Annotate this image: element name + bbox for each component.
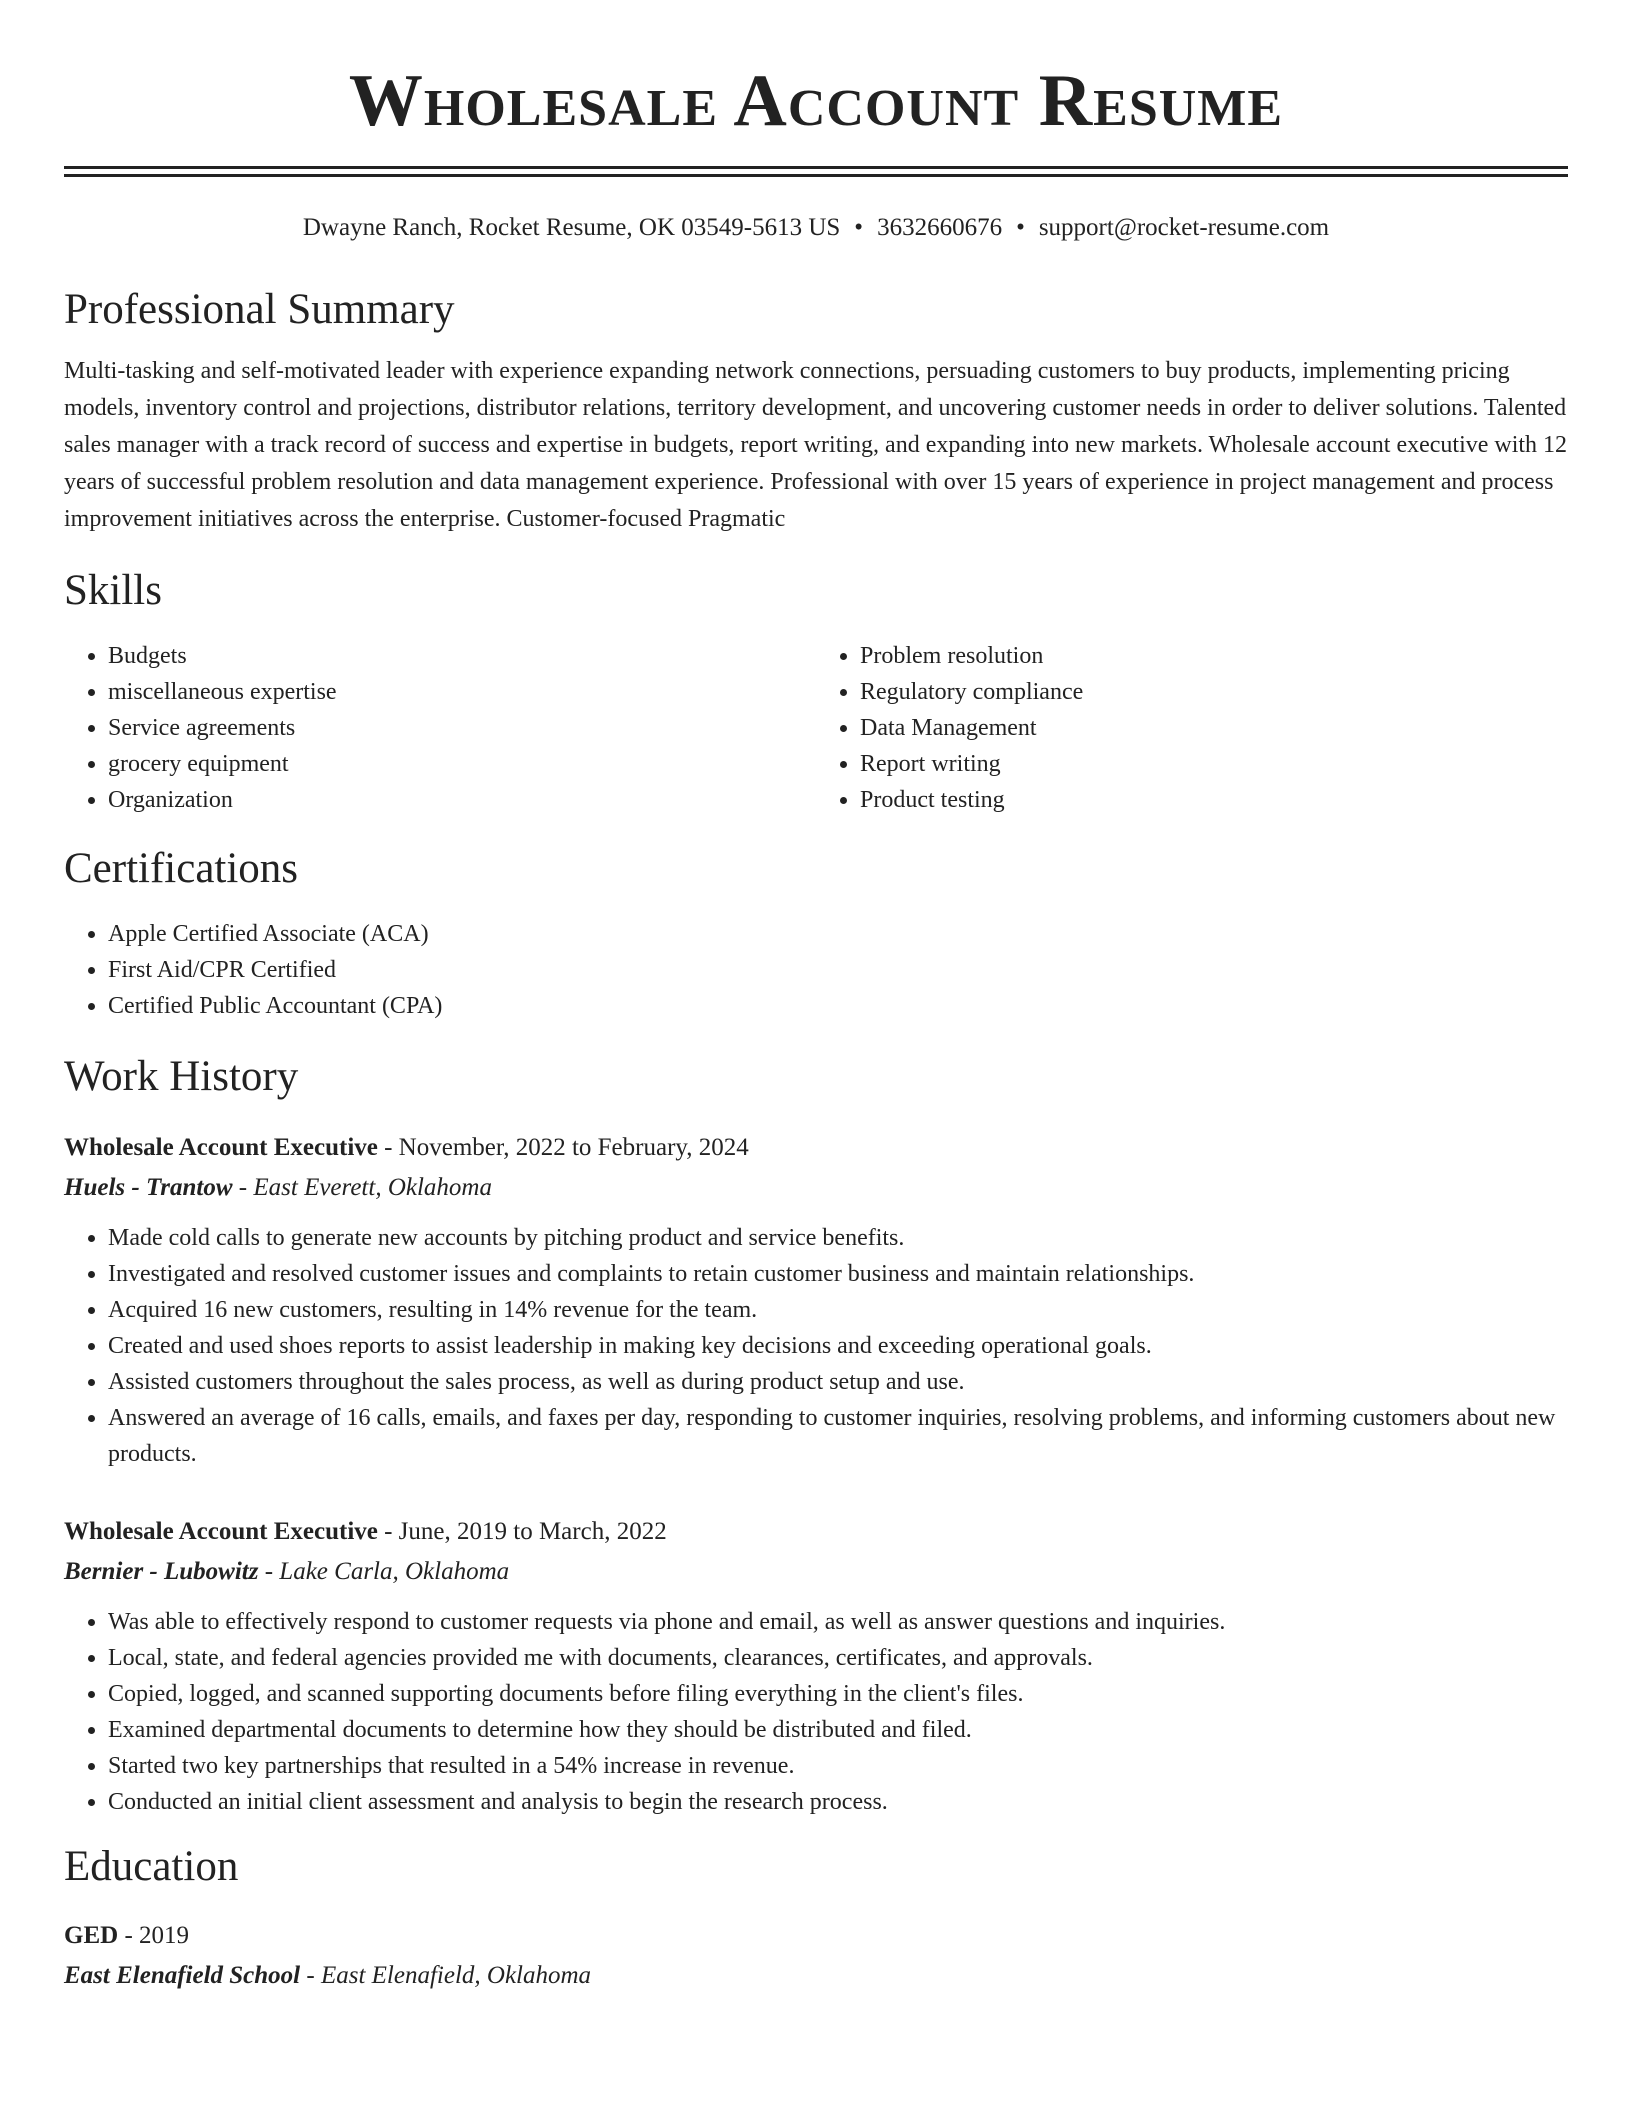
education-school: East Elenafield School xyxy=(64,1962,301,1989)
education-degree-line xyxy=(64,1916,1568,1956)
job-title-line xyxy=(64,1512,1568,1552)
skills-heading: Skills xyxy=(64,567,162,614)
skill-item: • Organization xyxy=(108,782,816,818)
job-bullet: • Examined departmental documents to determine how they should be distributed and filed. xyxy=(108,1712,1568,1748)
title-divider xyxy=(64,166,1568,177)
skill-item: • miscellaneous expertise xyxy=(108,674,816,710)
job-bullet: • Investigated and resolved customer issues and complaints to retain customer business and maintain relationships. xyxy=(108,1256,1568,1292)
job-bullets xyxy=(64,1604,1568,1820)
job-bullet: • Assisted customers throughout the sales process, as well as during product setup and use. xyxy=(108,1364,1568,1400)
skill-item: • Service agreements xyxy=(108,710,816,746)
job-bullet: • Started two key partnerships that resulted in a 54% increase in revenue. xyxy=(108,1748,1568,1784)
certification-item: • Certified Public Accountant (CPA) xyxy=(108,988,1568,1024)
job-company-line xyxy=(64,1168,1568,1208)
contact-email: support@rocket-resume.com xyxy=(1038,214,1330,241)
skill-item: • Report writing xyxy=(860,746,1568,782)
job-bullet: • Local, state, and federal agencies provided me with documents, clearances, certificates, and approvals. xyxy=(108,1640,1568,1676)
skills-list-right xyxy=(816,638,1568,818)
certification-item: • Apple Certified Associate (ACA) xyxy=(108,916,1568,952)
contact-separator: • xyxy=(854,214,864,241)
work-history-heading: Work History xyxy=(64,1053,299,1100)
skill-item: • Problem resolution xyxy=(860,638,1568,674)
certifications-heading: Certifications xyxy=(64,845,299,892)
certifications-list xyxy=(64,916,1568,1024)
job-bullet: • Made cold calls to generate new accounts by pitching product and service benefits. xyxy=(108,1220,1568,1256)
job-bullet: • Was able to effectively respond to customer requests via phone and email, as well as answer questions and inquiries. xyxy=(108,1604,1568,1640)
contact-separator: • xyxy=(1016,214,1025,241)
certification-item: • First Aid/CPR Certified xyxy=(108,952,1568,988)
contact-line xyxy=(64,213,1568,243)
job-title: Wholesale Account Executive xyxy=(64,1134,378,1161)
job-dates: - June, 2019 to March, 2022 xyxy=(377,1518,667,1545)
education-location: - East Elenafield, Oklahoma xyxy=(300,1962,592,1989)
skills-list-left xyxy=(64,638,816,818)
education-school-line xyxy=(64,1956,1568,1996)
education-entry xyxy=(64,1916,1568,1996)
job-location: - East Everett, Oklahoma xyxy=(232,1174,492,1201)
resume-title: Wholesale Account Resume xyxy=(348,60,1284,142)
job-bullet: • Created and used shoes reports to assist leadership in making key decisions and exceeding operational goals. xyxy=(108,1328,1568,1364)
skill-item: • grocery equipment xyxy=(108,746,816,782)
job-bullets xyxy=(64,1220,1568,1472)
job-title: Wholesale Account Executive xyxy=(64,1518,378,1545)
job-bullet: • Acquired 16 new customers, resulting in 14% revenue for the team. xyxy=(108,1292,1568,1328)
contact-address: Dwayne Ranch, Rocket Resume, OK 03549-5613 US xyxy=(302,214,841,241)
skill-item: • Data Management xyxy=(860,710,1568,746)
skills-grid xyxy=(64,638,1568,818)
summary-text: Multi-tasking and self-motivated leader with experience expanding network connections, persuading customers to buy products, implementing pricing models, inventory control and projections, distributor relations, territory development, and uncovering customer needs in order to deliver solutions. Talented sales manager with a track record of success and expertise in budgets, report writing, and expanding into new markets. Wholesale account executive with 12 years of successful problem resolution and data management experience. Professional with over 15 years of experience in project management and process improvement initiatives across the enterprise. Customer-focused Pragmatic xyxy=(64,358,1568,532)
job-entry xyxy=(64,1512,1568,1820)
education-year: - 2019 xyxy=(118,1922,190,1949)
job-bullet: • Conducted an initial client assessment and analysis to begin the research process. xyxy=(108,1784,1568,1820)
job-title-line xyxy=(64,1128,1568,1168)
summary-heading: Professional Summary xyxy=(64,286,455,333)
job-entry xyxy=(64,1128,1568,1472)
job-company: Huels - Trantow xyxy=(64,1174,233,1201)
job-dates: - November, 2022 to February, 2024 xyxy=(377,1134,749,1161)
contact-phone: 3632660676 xyxy=(877,214,1003,241)
education-heading: Education xyxy=(64,1843,239,1890)
skill-item: • Regulatory compliance xyxy=(860,674,1568,710)
job-location: - Lake Carla, Oklahoma xyxy=(258,1558,510,1585)
education-degree: GED xyxy=(64,1922,119,1949)
job-company: Bernier - Lubowitz xyxy=(64,1558,259,1585)
job-bullet: • Copied, logged, and scanned supporting documents before filing everything in the client's files. xyxy=(108,1676,1568,1712)
skill-item: • Product testing xyxy=(860,782,1568,818)
job-bullet: • Answered an average of 16 calls, emails, and faxes per day, responding to customer inquiries, resolving problems, and informing customers about new products. xyxy=(108,1400,1568,1472)
skill-item: • Budgets xyxy=(108,638,816,674)
job-company-line xyxy=(64,1552,1568,1592)
